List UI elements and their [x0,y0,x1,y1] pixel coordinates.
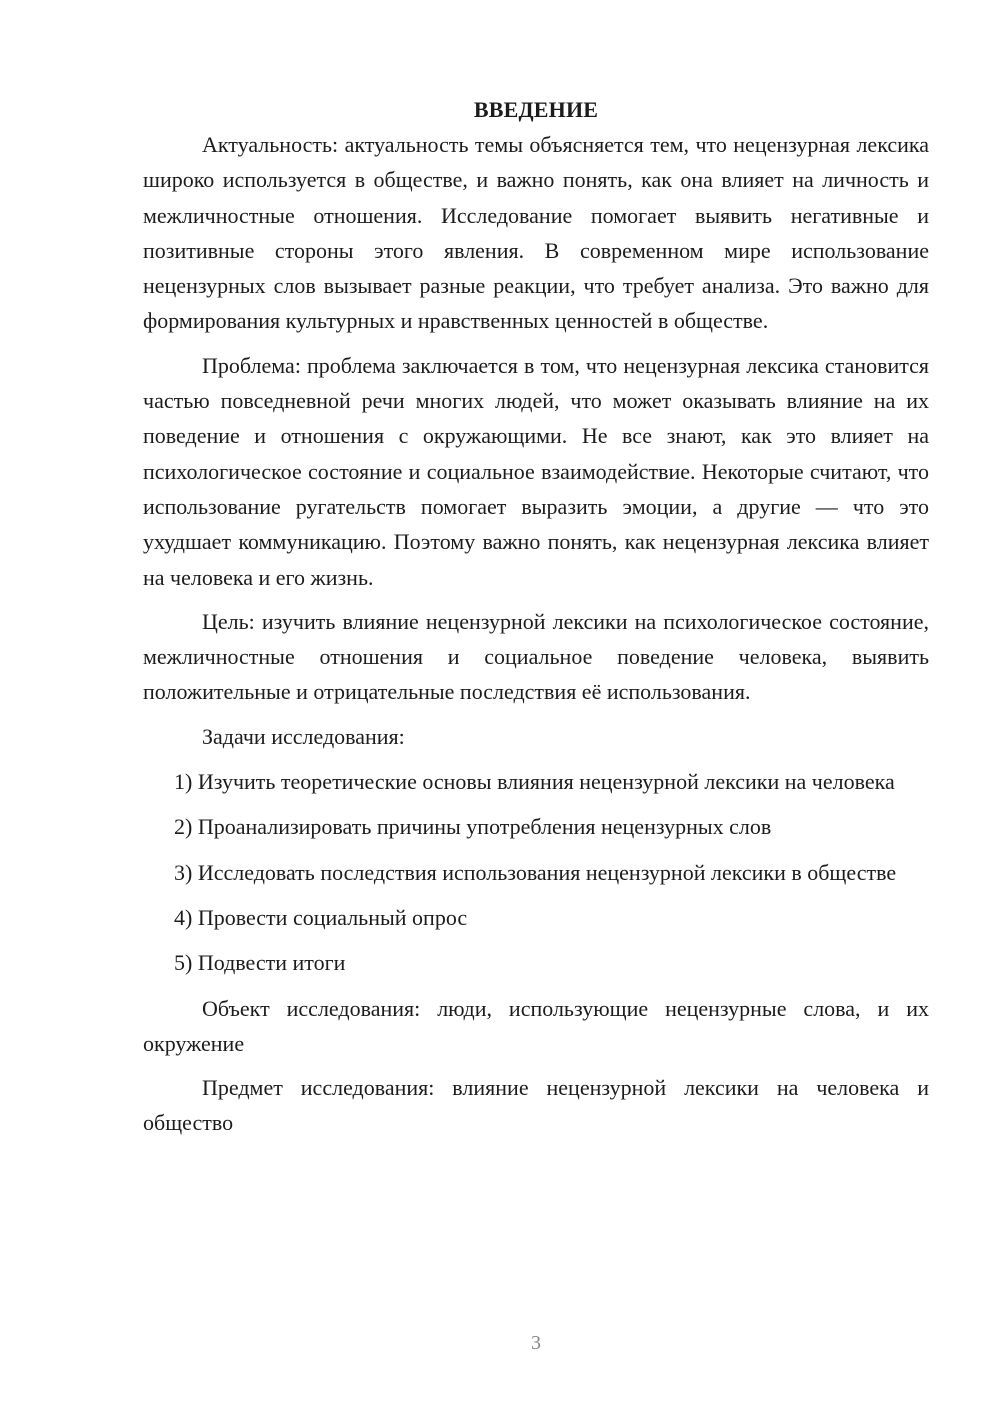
tasks-heading: Задачи исследования: [202,723,405,749]
page-title: ВВЕДЕНИЕ [473,97,599,122]
task-item-4: 4) Провести социальный опрос [174,904,468,930]
task-item-1: 1) Изучить теоретические основы влияния нецензурной лексики на человека [174,769,895,795]
relevance-paragraph: Актуальность: актуальность темы объясняется тем, что нецензурная лексика широко используется в обществе, и важно понять, как она влияет на личность и межличностные отношения. Исследование помогает выявить негативные и позитивные стороны этого явления. В современном мире использование нецензурных слов вызывает разные реакции, что требует анализа. Это важно для формирования культурных и нравственных ценностей в обществе. [143,132,929,334]
task-item-3: 3) Исследовать последствия использования нецензурной лексики в обществе [174,859,897,885]
page-number: 3 [531,1332,541,1354]
task-item-5: 5) Подвести итоги [174,950,346,976]
document-page [143,92,929,1150]
task-item-2: 2) Проанализировать причины употребления нецензурных слов [174,814,772,840]
goal-paragraph: Цель: изучить влияние нецензурной лексики на психологическое состояние, межличностные отношения и социальное поведение человека, выявить положительные и отрицательные последствия её использования. [143,608,929,705]
problem-paragraph: Проблема: проблема заключается в том, что нецензурная лексика становится частью повседневной речи многих людей, что может оказывать влияние на их поведение и отношения с окружающими. Не все знают, как это влияет на психологическое состояние и социальное взаимодействие. Некоторые считают, что использование ругательств помогает выразить эмоции, а другие — что это ухудшает коммуникацию. Поэтому важно понять, как нецензурная лексика влияет на человека и его жизнь. [143,352,929,590]
subject-paragraph: Предмет исследования: влияние нецензурной лексики на человека и общество [143,1075,929,1136]
tasks-list [143,764,929,980]
object-paragraph: Объект исследования: люди, использующие нецензурные слова, и их окружение [143,995,929,1056]
